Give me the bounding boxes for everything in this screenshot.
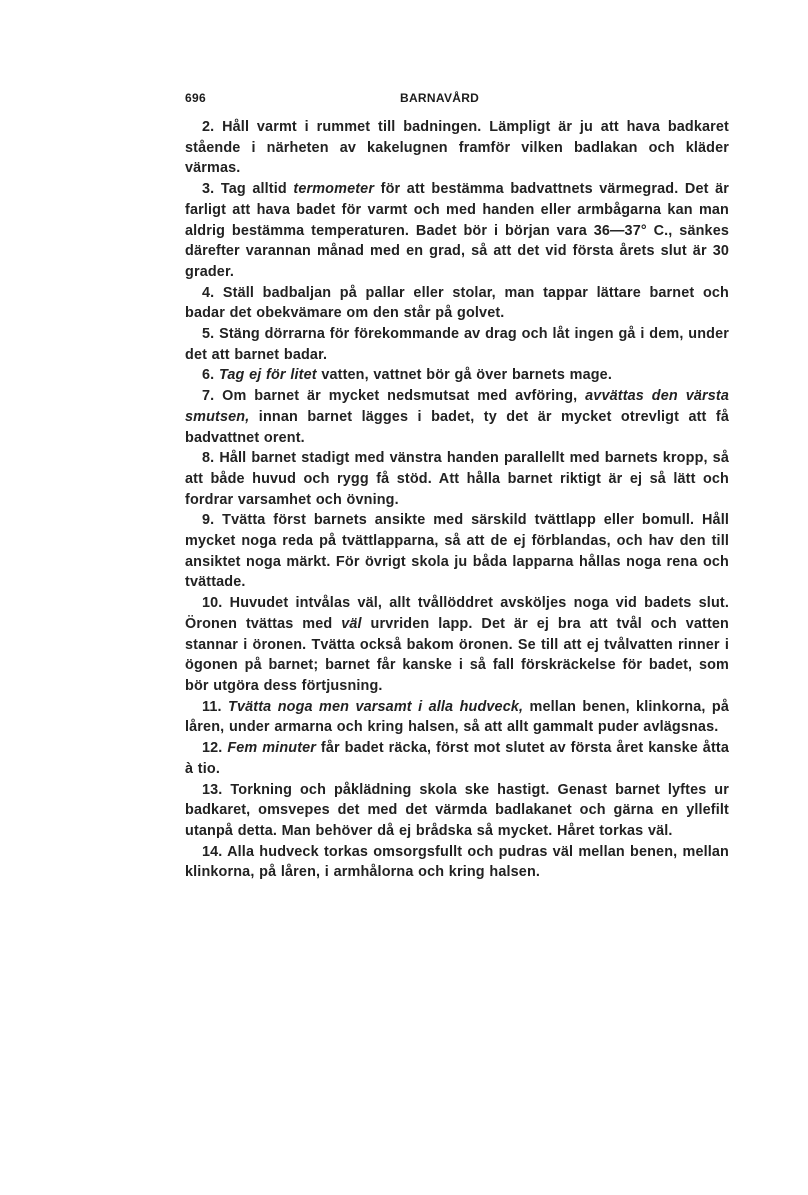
paragraph-text: 3. Tag alltid — [202, 181, 294, 198]
paragraph-text: 4. Ställ badbaljan på pallar eller stolar, man tappar lättare barnet och badar det obekvämare om den står på golvet. — [185, 284, 729, 322]
emphasis-text: Fem minuter — [227, 740, 317, 757]
emphasis-text: termometer — [293, 181, 375, 198]
paragraph-7 — [185, 386, 729, 448]
paragraph-text: 5. Stäng dörrarna för förekommande av drag och låt ingen gå i dem, under det att barnet badar. — [185, 326, 729, 363]
paragraph-text: vatten, vattnet bör gå över barnets mage. — [316, 367, 612, 384]
emphasis-text: Tag ej för litet — [218, 367, 317, 384]
emphasis-text: Tvätta noga men varsamt i alla hudveck, — [228, 698, 524, 715]
paragraph-text: urvriden lapp. Det är ej bra att tvål och vatten stannar i öronen. Tvätta också bakom öronen. Se till att ej tvålvatten rinner i ögonen på barnet; barnet får kanske i så fall förskräckelse för badet, som bör utgöra dess förtjusning. — [185, 615, 729, 694]
paragraph-text: 6. — [202, 367, 219, 384]
paragraph-text: 14. Alla hudveck torkas omsorgsfullt och pudras väl mellan benen, mellan klinkorna, på låren, i armhålorna och kring halsen. — [185, 843, 729, 881]
emphasis-text: avvättas den värsta smutsen, — [185, 388, 729, 425]
paragraph-text: 7. Om barnet är mycket nedsmutsat med avföring, — [202, 388, 586, 405]
paragraph-6 — [185, 365, 729, 386]
paragraph-9 — [185, 510, 729, 593]
paragraph-2 — [185, 117, 729, 179]
paragraph-4 — [185, 283, 729, 324]
paragraph-5 — [185, 324, 729, 365]
paragraph-text: 13. Torkning och påklädning skola ske hastigt. Genast barnet lyftes ur badkaret, omsvepes det med det värmda badlakanet och gärna en yllefilt utanpå detta. Man behöver då ej brådska så mycket. Håret torkas väl. — [185, 781, 729, 839]
paragraph-8 — [185, 448, 729, 510]
body-text — [185, 117, 729, 883]
paragraph-text: 2. Håll varmt i rummet till badningen. Lämpligt är ju att hava badkaret stående i närheten av kakelugnen framför vilken badlakan och kläder värmas. — [185, 119, 729, 177]
paragraph-text: innan barnet lägges i badet, ty det är mycket otrevligt att få badvattnet orent. — [185, 408, 729, 446]
page-number: 696 — [185, 91, 206, 105]
paragraph-text: 9. Tvätta först barnets ansikte med särskild tvättlapp eller bomull. Håll mycket noga reda på tvättlapparna, så att de ej förblandas, och hav den till ansiktet noga märkt. För övrigt skola ju båda lapparna hållas noga rena och tvättade. — [185, 512, 729, 591]
emphasis-text: väl — [341, 615, 362, 632]
paragraph-10 — [185, 593, 729, 697]
book-page — [185, 87, 729, 883]
paragraph-12 — [185, 738, 729, 779]
paragraph-text: 11. — [202, 698, 229, 715]
paragraph-14 — [185, 842, 729, 883]
paragraph-text: 10. Huvudet intvålas väl, allt tvållöddret avsköljes noga vid badets slut. Öronen tvättas med — [185, 595, 729, 632]
paragraph-13 — [185, 780, 729, 842]
paragraph-text: 8. Håll barnet stadigt med vänstra handen parallellt med barnets kropp, så att både huvud och rygg få stöd. Att hålla barnet riktigt är ej så lätt och fordrar varsamhet och övning. — [185, 450, 729, 508]
paragraph-text: får badet räcka, först mot slutet av första året kanske åtta à tio. — [185, 740, 729, 777]
page-header — [185, 87, 729, 109]
paragraph-text: 12. — [202, 740, 228, 757]
paragraph-text: mellan benen, klinkorna, på låren, under armarna och kring halsen, så att allt gammalt puder avlägsnas. — [185, 698, 729, 736]
paragraph-3 — [185, 179, 729, 283]
paragraph-11 — [185, 697, 729, 738]
paragraph-text: för att bestämma badvattnets värmegrad. Det är farligt att hava badet för varmt och med handen eller armbågarna kan man aldrig bestämma temperaturen. Badet bör i början vara 36—37° C., sänkes därefter varannan månad med en grad, så att det vid första årets slut är 30 grader. — [185, 181, 729, 280]
running-head: BARNAVÅRD — [400, 91, 480, 105]
